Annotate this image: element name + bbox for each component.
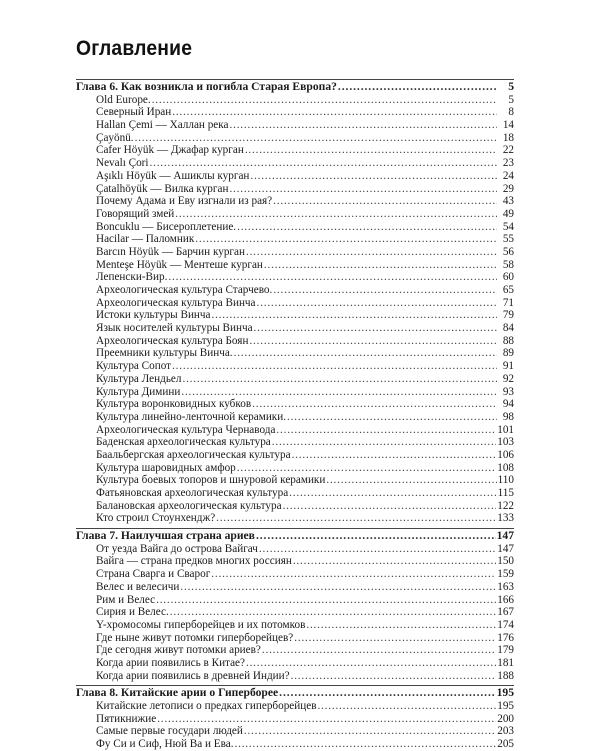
dot-leader xyxy=(252,398,497,411)
toc-entry-label: Археологическая культура Винча xyxy=(96,296,256,309)
toc-entry-label: Y-хромосомы гиперборейцев и их потомков xyxy=(96,618,306,631)
dot-leader xyxy=(272,436,496,449)
toc-entry-label: Почему Адама и Еву изгнали из рая? xyxy=(96,195,273,208)
toc-entry-label: Пятикнижие xyxy=(96,712,157,725)
chapter-heading[interactable] xyxy=(76,530,514,543)
dot-leader xyxy=(172,106,497,119)
dot-leader xyxy=(246,657,496,670)
toc-entry[interactable] xyxy=(76,462,514,475)
dot-leader xyxy=(181,386,497,399)
toc-entry-label: Menteşe Höyük — Ментеше курган xyxy=(96,258,263,271)
toc-page-number: 106 xyxy=(497,448,514,461)
toc-entry-label: Культура воронковидных кубков xyxy=(96,398,252,411)
toc-page-number: 54 xyxy=(502,220,514,233)
dot-leader xyxy=(237,221,497,234)
toc-entry[interactable] xyxy=(76,322,514,335)
toc-page-number: 29 xyxy=(502,182,514,195)
toc-page-number: 93 xyxy=(502,385,514,398)
toc-page-number: 188 xyxy=(497,669,514,682)
toc-page-number: 49 xyxy=(502,207,514,220)
dot-leader xyxy=(244,725,496,738)
toc-page-number: 14 xyxy=(502,119,514,132)
dot-leader xyxy=(317,700,496,713)
toc-entry-label: Old Europe. xyxy=(96,93,151,106)
toc-page-number: 88 xyxy=(502,334,514,347)
dot-leader xyxy=(172,360,497,373)
toc-entry[interactable] xyxy=(76,670,514,683)
dot-leader xyxy=(279,687,495,700)
section-divider xyxy=(76,685,514,686)
toc-page-number: 98 xyxy=(502,410,514,423)
dot-leader xyxy=(291,670,497,683)
dot-leader xyxy=(289,487,496,500)
toc-entry[interactable] xyxy=(76,657,514,670)
dot-leader xyxy=(157,713,496,726)
toc-entry-label: Глава 8. Китайские арии о Гиперборее xyxy=(76,686,279,700)
toc-page-number: 101 xyxy=(497,423,514,436)
toc-page-number: 195 xyxy=(496,686,514,700)
toc-page-number: 91 xyxy=(502,360,514,373)
toc-page-number: 133 xyxy=(497,512,514,525)
toc-page-number: 176 xyxy=(497,631,514,644)
toc-page-number: 94 xyxy=(502,398,514,411)
toc-page-number: 5 xyxy=(508,80,514,93)
toc-entry[interactable] xyxy=(76,233,514,246)
toc-entry[interactable] xyxy=(76,373,514,386)
toc-entry-label: Фу Си и Сиф, Нюй Ва и Ева. xyxy=(96,738,234,751)
toc-page-number: 167 xyxy=(497,606,514,619)
toc-page-number: 179 xyxy=(497,644,514,657)
toc-entry[interactable] xyxy=(76,360,514,373)
toc-entry-label: Barcın Höyük — Барчин курган xyxy=(96,245,245,258)
toc-entry[interactable] xyxy=(76,170,514,183)
dot-leader xyxy=(234,347,497,360)
dot-leader xyxy=(326,474,496,487)
toc-entry-label: Кто строил Стоунхендж? xyxy=(96,512,216,525)
dot-leader xyxy=(152,94,497,107)
dot-leader xyxy=(292,449,497,462)
dot-leader xyxy=(249,335,497,348)
dot-leader xyxy=(246,246,497,259)
dot-leader xyxy=(294,632,496,645)
toc-entry-label: Культура линейно-ленточной керамики. xyxy=(96,410,287,423)
dot-leader xyxy=(254,322,497,335)
toc-entry[interactable] xyxy=(76,725,514,738)
toc-entry-label: Где сегодня живут потомки ариев? xyxy=(96,644,261,657)
toc-page-number: 147 xyxy=(496,529,514,543)
dot-leader xyxy=(229,183,497,196)
toc-entry[interactable] xyxy=(76,106,514,119)
toc-page-number: 84 xyxy=(502,322,514,335)
toc-entry[interactable] xyxy=(76,713,514,726)
dot-leader xyxy=(257,297,497,310)
toc-entry[interactable] xyxy=(76,738,514,751)
dot-leader xyxy=(287,411,497,424)
toc-page-number: 195 xyxy=(497,700,514,712)
dot-leader xyxy=(170,606,496,619)
toc-entry[interactable] xyxy=(76,119,514,132)
toc-entry-label: Баденская археологическая культура xyxy=(96,436,271,449)
toc-entry[interactable] xyxy=(76,297,514,310)
toc-page-number: 103 xyxy=(497,436,514,449)
toc-page-number: 56 xyxy=(502,245,514,258)
toc-page-number: 79 xyxy=(502,309,514,322)
toc-page-number: 71 xyxy=(502,296,514,309)
toc-entry-label: Археологическая культура Чернавода xyxy=(96,423,276,436)
toc-entry-label: Hacilar — Паломник xyxy=(96,233,195,246)
dot-leader xyxy=(175,208,497,221)
toc-entry-label: Когда арии появились в древней Индии? xyxy=(96,669,290,682)
toc-entry[interactable] xyxy=(76,246,514,259)
dot-leader xyxy=(168,271,497,284)
toc-page-number: 200 xyxy=(497,712,514,725)
section-divider xyxy=(76,528,514,529)
dot-leader xyxy=(211,568,496,581)
toc-page-number: 122 xyxy=(497,499,514,512)
toc-entry-label: Когда арии появились в Китае? xyxy=(96,656,245,669)
toc-page-number: 159 xyxy=(497,568,514,581)
dot-leader xyxy=(276,424,496,437)
toc-page-number: 108 xyxy=(497,461,514,474)
toc-entry[interactable] xyxy=(76,157,514,170)
toc-entry[interactable] xyxy=(76,411,514,424)
toc-page-number: 203 xyxy=(497,725,514,738)
toc-entry[interactable] xyxy=(76,424,514,437)
toc-entry-label: Глава 7. Наилучшая страна ариев xyxy=(76,529,255,543)
toc-entry-label: Самые первые государи людей xyxy=(96,725,243,738)
toc-entry[interactable] xyxy=(76,144,514,157)
toc-entry-label: Баальбергская археологическая культура xyxy=(96,448,291,461)
dot-leader xyxy=(273,195,497,208)
toc-entry[interactable] xyxy=(76,449,514,462)
toc-entry-label: Сирия и Велес. xyxy=(96,606,169,619)
toc-entry[interactable] xyxy=(76,700,514,713)
toc-entry[interactable] xyxy=(76,581,514,594)
toc-entry-label: Aşıklı Höyük — Ашиклы курган xyxy=(96,169,250,182)
dot-leader xyxy=(273,284,497,297)
toc-entry-label: От уезда Вайга до острова Вайгач xyxy=(96,542,258,555)
dot-leader xyxy=(135,132,497,145)
toc-entry-label: Çatalhöyük — Вилка курган xyxy=(96,182,229,195)
dot-leader xyxy=(283,500,497,513)
toc-entry[interactable] xyxy=(76,221,514,234)
toc-entry-label: Балановская археологическая культура xyxy=(96,499,282,512)
dot-leader xyxy=(250,170,497,183)
toc-page-number: 110 xyxy=(497,474,514,487)
dot-leader xyxy=(293,555,496,568)
dot-leader xyxy=(245,144,497,157)
toc-entry-label: Глава 6. Как возникла и погибла Старая Европа? xyxy=(76,80,337,93)
toc-entry-label: Культура боевых топоров и шнуровой керамики xyxy=(96,474,326,487)
toc-entry[interactable] xyxy=(76,271,514,284)
toc-entry-label: Китайские летописи о предках гиперборейцев xyxy=(96,700,317,712)
dot-leader xyxy=(230,119,498,132)
toc-page-number: 24 xyxy=(502,169,514,182)
table-of-contents xyxy=(76,81,514,751)
toc-entry[interactable] xyxy=(76,183,514,196)
toc-entry-label: Истоки культуры Винча xyxy=(96,309,211,322)
toc-entry-label: Культура Димини xyxy=(96,385,181,398)
toc-entry[interactable] xyxy=(76,94,514,107)
toc-page-number: 23 xyxy=(502,157,514,170)
dot-leader xyxy=(259,543,496,556)
toc-page-number: 55 xyxy=(502,233,514,246)
dot-leader xyxy=(262,644,496,657)
toc-entry-label: Çayönü. xyxy=(96,131,134,144)
dot-leader xyxy=(180,581,496,594)
toc-entry[interactable] xyxy=(76,619,514,632)
toc-entry-label: Язык носителей культуры Винча xyxy=(96,322,253,335)
toc-entry[interactable] xyxy=(76,474,514,487)
toc-entry[interactable] xyxy=(76,632,514,645)
toc-entry-label: Вайга — страна предков многих россиян xyxy=(96,555,292,568)
dot-leader xyxy=(256,530,496,543)
toc-entry-label: Лепенски-Вир. xyxy=(96,271,168,284)
toc-entry[interactable] xyxy=(76,335,514,348)
section-divider xyxy=(76,79,514,80)
toc-entry[interactable] xyxy=(76,487,514,500)
toc-entry[interactable] xyxy=(76,594,514,607)
toc-entry[interactable] xyxy=(76,386,514,399)
toc-entry-label: Говорящий змей xyxy=(96,207,175,220)
toc-entry-label: Археологическая культура Боян xyxy=(96,334,249,347)
toc-entry-label: Cafer Höyük — Джафар курган xyxy=(96,144,244,157)
dot-leader xyxy=(195,233,497,246)
toc-entry-label: Культура шаровидных амфор xyxy=(96,461,236,474)
toc-entry-label: Hallan Çemi — Халлан река xyxy=(96,119,229,132)
toc-entry[interactable] xyxy=(76,132,514,145)
toc-entry-label: Nevalı Çori xyxy=(96,157,149,170)
toc-entry[interactable] xyxy=(76,555,514,568)
toc-entry[interactable] xyxy=(76,512,514,525)
toc-page-number: 89 xyxy=(502,347,514,360)
toc-page-number: 43 xyxy=(502,195,514,208)
toc-entry[interactable] xyxy=(76,208,514,221)
toc-entry-label: Boncuklu — Бисероплетение. xyxy=(96,220,237,233)
dot-leader xyxy=(237,462,496,475)
chapter-heading[interactable] xyxy=(76,687,514,700)
toc-page-number: 65 xyxy=(502,284,514,296)
toc-entry-label: Северный Иран xyxy=(96,106,172,119)
toc-page-number: 115 xyxy=(497,487,514,499)
dot-leader xyxy=(216,512,496,525)
toc-entry-label: Культура Сопот xyxy=(96,360,172,373)
dot-leader xyxy=(235,738,497,751)
toc-page-number: 5 xyxy=(508,93,514,106)
toc-page-number: 205 xyxy=(497,738,514,751)
toc-page-number: 166 xyxy=(497,593,514,606)
dot-leader xyxy=(182,373,497,386)
toc-page-number: 58 xyxy=(502,258,514,271)
dot-leader xyxy=(306,619,496,632)
toc-entry[interactable] xyxy=(76,284,514,297)
toc-entry[interactable] xyxy=(76,606,514,619)
dot-leader xyxy=(212,309,497,322)
toc-entry[interactable] xyxy=(76,436,514,449)
toc-page-number: 150 xyxy=(497,555,514,568)
toc-page-number: 147 xyxy=(497,542,514,555)
dot-leader xyxy=(150,157,497,170)
toc-entry[interactable] xyxy=(76,500,514,513)
toc-entry[interactable] xyxy=(76,644,514,657)
toc-page-number: 92 xyxy=(502,372,514,385)
toc-entry-label: Фатьяновская археологическая культура xyxy=(96,487,289,499)
dot-leader xyxy=(264,259,497,272)
toc-page-number: 181 xyxy=(497,656,514,669)
toc-entry-label: Страна Сварга и Сварог xyxy=(96,568,211,581)
page-title: Оглавление xyxy=(76,37,193,60)
toc-page-number: 174 xyxy=(497,618,514,631)
toc-entry[interactable] xyxy=(76,543,514,556)
chapter-heading[interactable] xyxy=(76,81,514,94)
toc-entry[interactable] xyxy=(76,195,514,208)
toc-page-number: 8 xyxy=(508,106,514,119)
toc-page-number: 22 xyxy=(502,144,514,157)
toc-entry-label: Где ныне живут потомки гиперборейцев? xyxy=(96,631,294,644)
toc-page-number: 163 xyxy=(497,580,514,593)
toc-entry-label: Археологическая культура Старчево. xyxy=(96,284,273,296)
dot-leader xyxy=(338,81,497,94)
toc-entry-label: Преемники культуры Винча. xyxy=(96,347,233,360)
toc-page-number: 18 xyxy=(502,131,514,144)
toc-entry[interactable] xyxy=(76,259,514,272)
toc-entry-label: Велес и велесичи xyxy=(96,580,180,593)
toc-entry-label: Рим и Велес xyxy=(96,593,156,606)
dot-leader xyxy=(156,594,496,607)
toc-entry[interactable] xyxy=(76,398,514,411)
toc-entry[interactable] xyxy=(76,568,514,581)
toc-entry-label: Культура Лендьел xyxy=(96,372,182,385)
toc-page-number: 60 xyxy=(502,271,514,284)
toc-entry[interactable] xyxy=(76,347,514,360)
toc-entry[interactable] xyxy=(76,309,514,322)
